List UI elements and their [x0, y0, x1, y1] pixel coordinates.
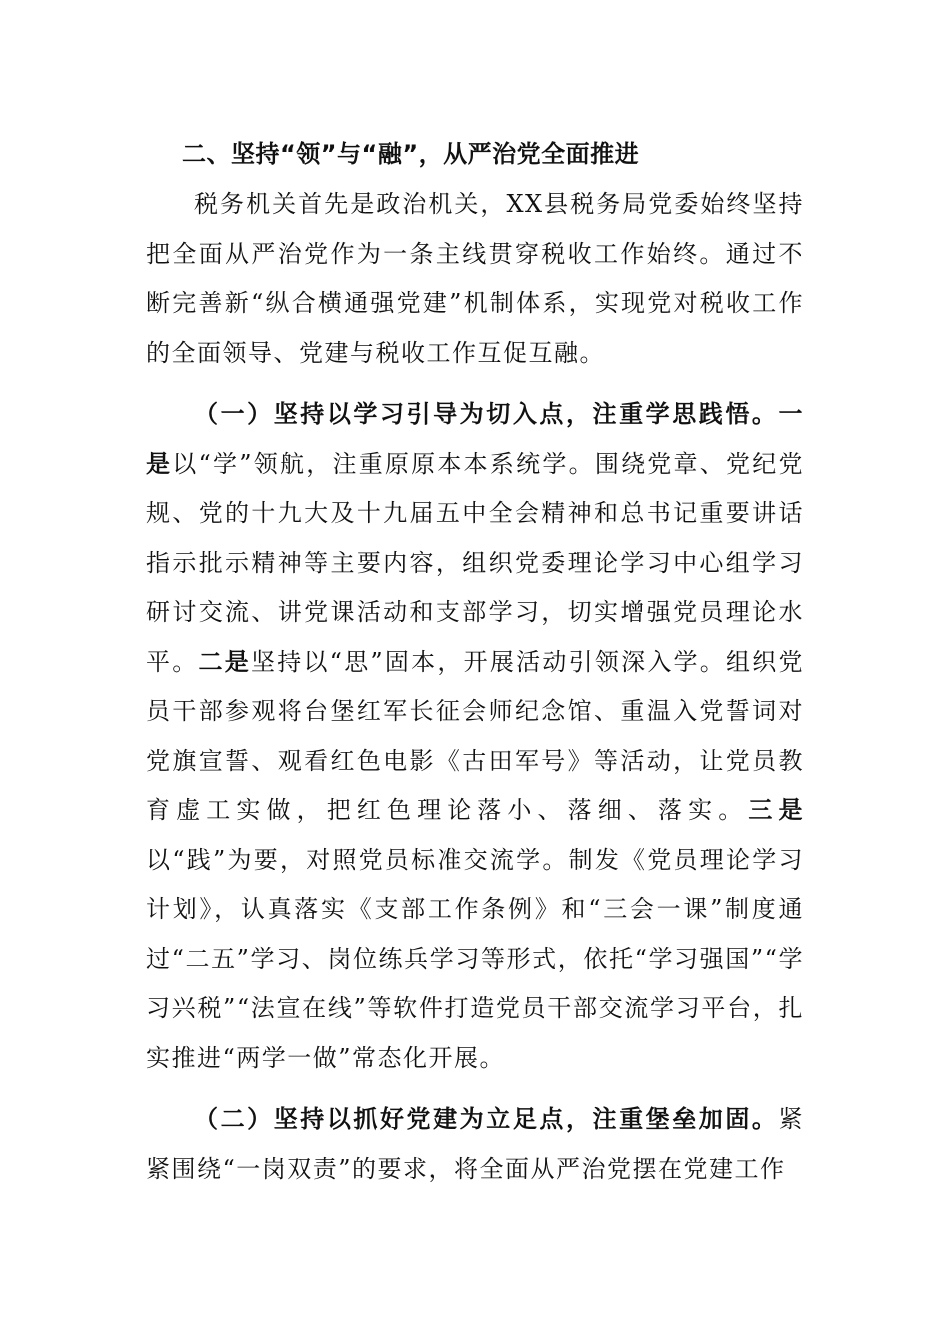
- point2-marker: 二是: [198, 647, 251, 676]
- section-heading: 二、坚持“领”与“融”，从严治党全面推进: [182, 140, 640, 168]
- point2-text: 坚持以“思”固本，开展活动引领深入学。组织党员干部参观将台堡红军长征会师纪念馆、重温入党誓词对党旗宣誓、观看红色电影《古田军号》等活动，让党员教育虚工实做，把红色理论落小、落细、落实。: [146, 647, 805, 824]
- point3-text: 以“践”为要，对照党员标准交流学。制发《党员理论学习计划》，认真落实《支部工作条例》和“三会一课”制度通过“二五”学习、岗位练兵学习等形式，依托“学习强国”“学习兴税”“法宣在线”等软件打造党员干部交流学习平台，扎实推进“两学一做”常态化开展。: [146, 845, 804, 1072]
- intro-paragraph: 税务机关首先是政治机关，XX县税务局党委始终坚持把全面从严治党作为一条主线贯穿税收工作始终。通过不断完善新“纵合横通强党建”机制体系，实现党对税收工作的全面领导、党建与税收工作互促互融。: [146, 190, 804, 367]
- section1-title: （一）坚持以学习引导为切入点，注重学思践悟。: [194, 400, 779, 428]
- section2-paragraph: [146, 1095, 804, 1194]
- document-page: [146, 130, 804, 1206]
- point3-marker: 三是: [748, 796, 805, 824]
- point1-marker: 一是: [146, 400, 804, 478]
- section2-title: （二）坚持以抓好党建为立足点，注重堡垒加固。: [194, 1105, 779, 1133]
- point1-text: 以“学”领航，注重原原本本系统学。围绕党章、党纪党规、党的十九大及十九届五中全会精神和总书记重要讲话指示批示精神等主要内容，组织党委理论学习中心组学习研讨交流、讲党课活动和支部学习，切实增强党员理论水平。: [146, 449, 805, 676]
- section2-text: 紧紧围绕“一岗双责”的要求，将全面从严治党摆在党建工作: [146, 1105, 804, 1183]
- section1-paragraph: [146, 390, 804, 1083]
